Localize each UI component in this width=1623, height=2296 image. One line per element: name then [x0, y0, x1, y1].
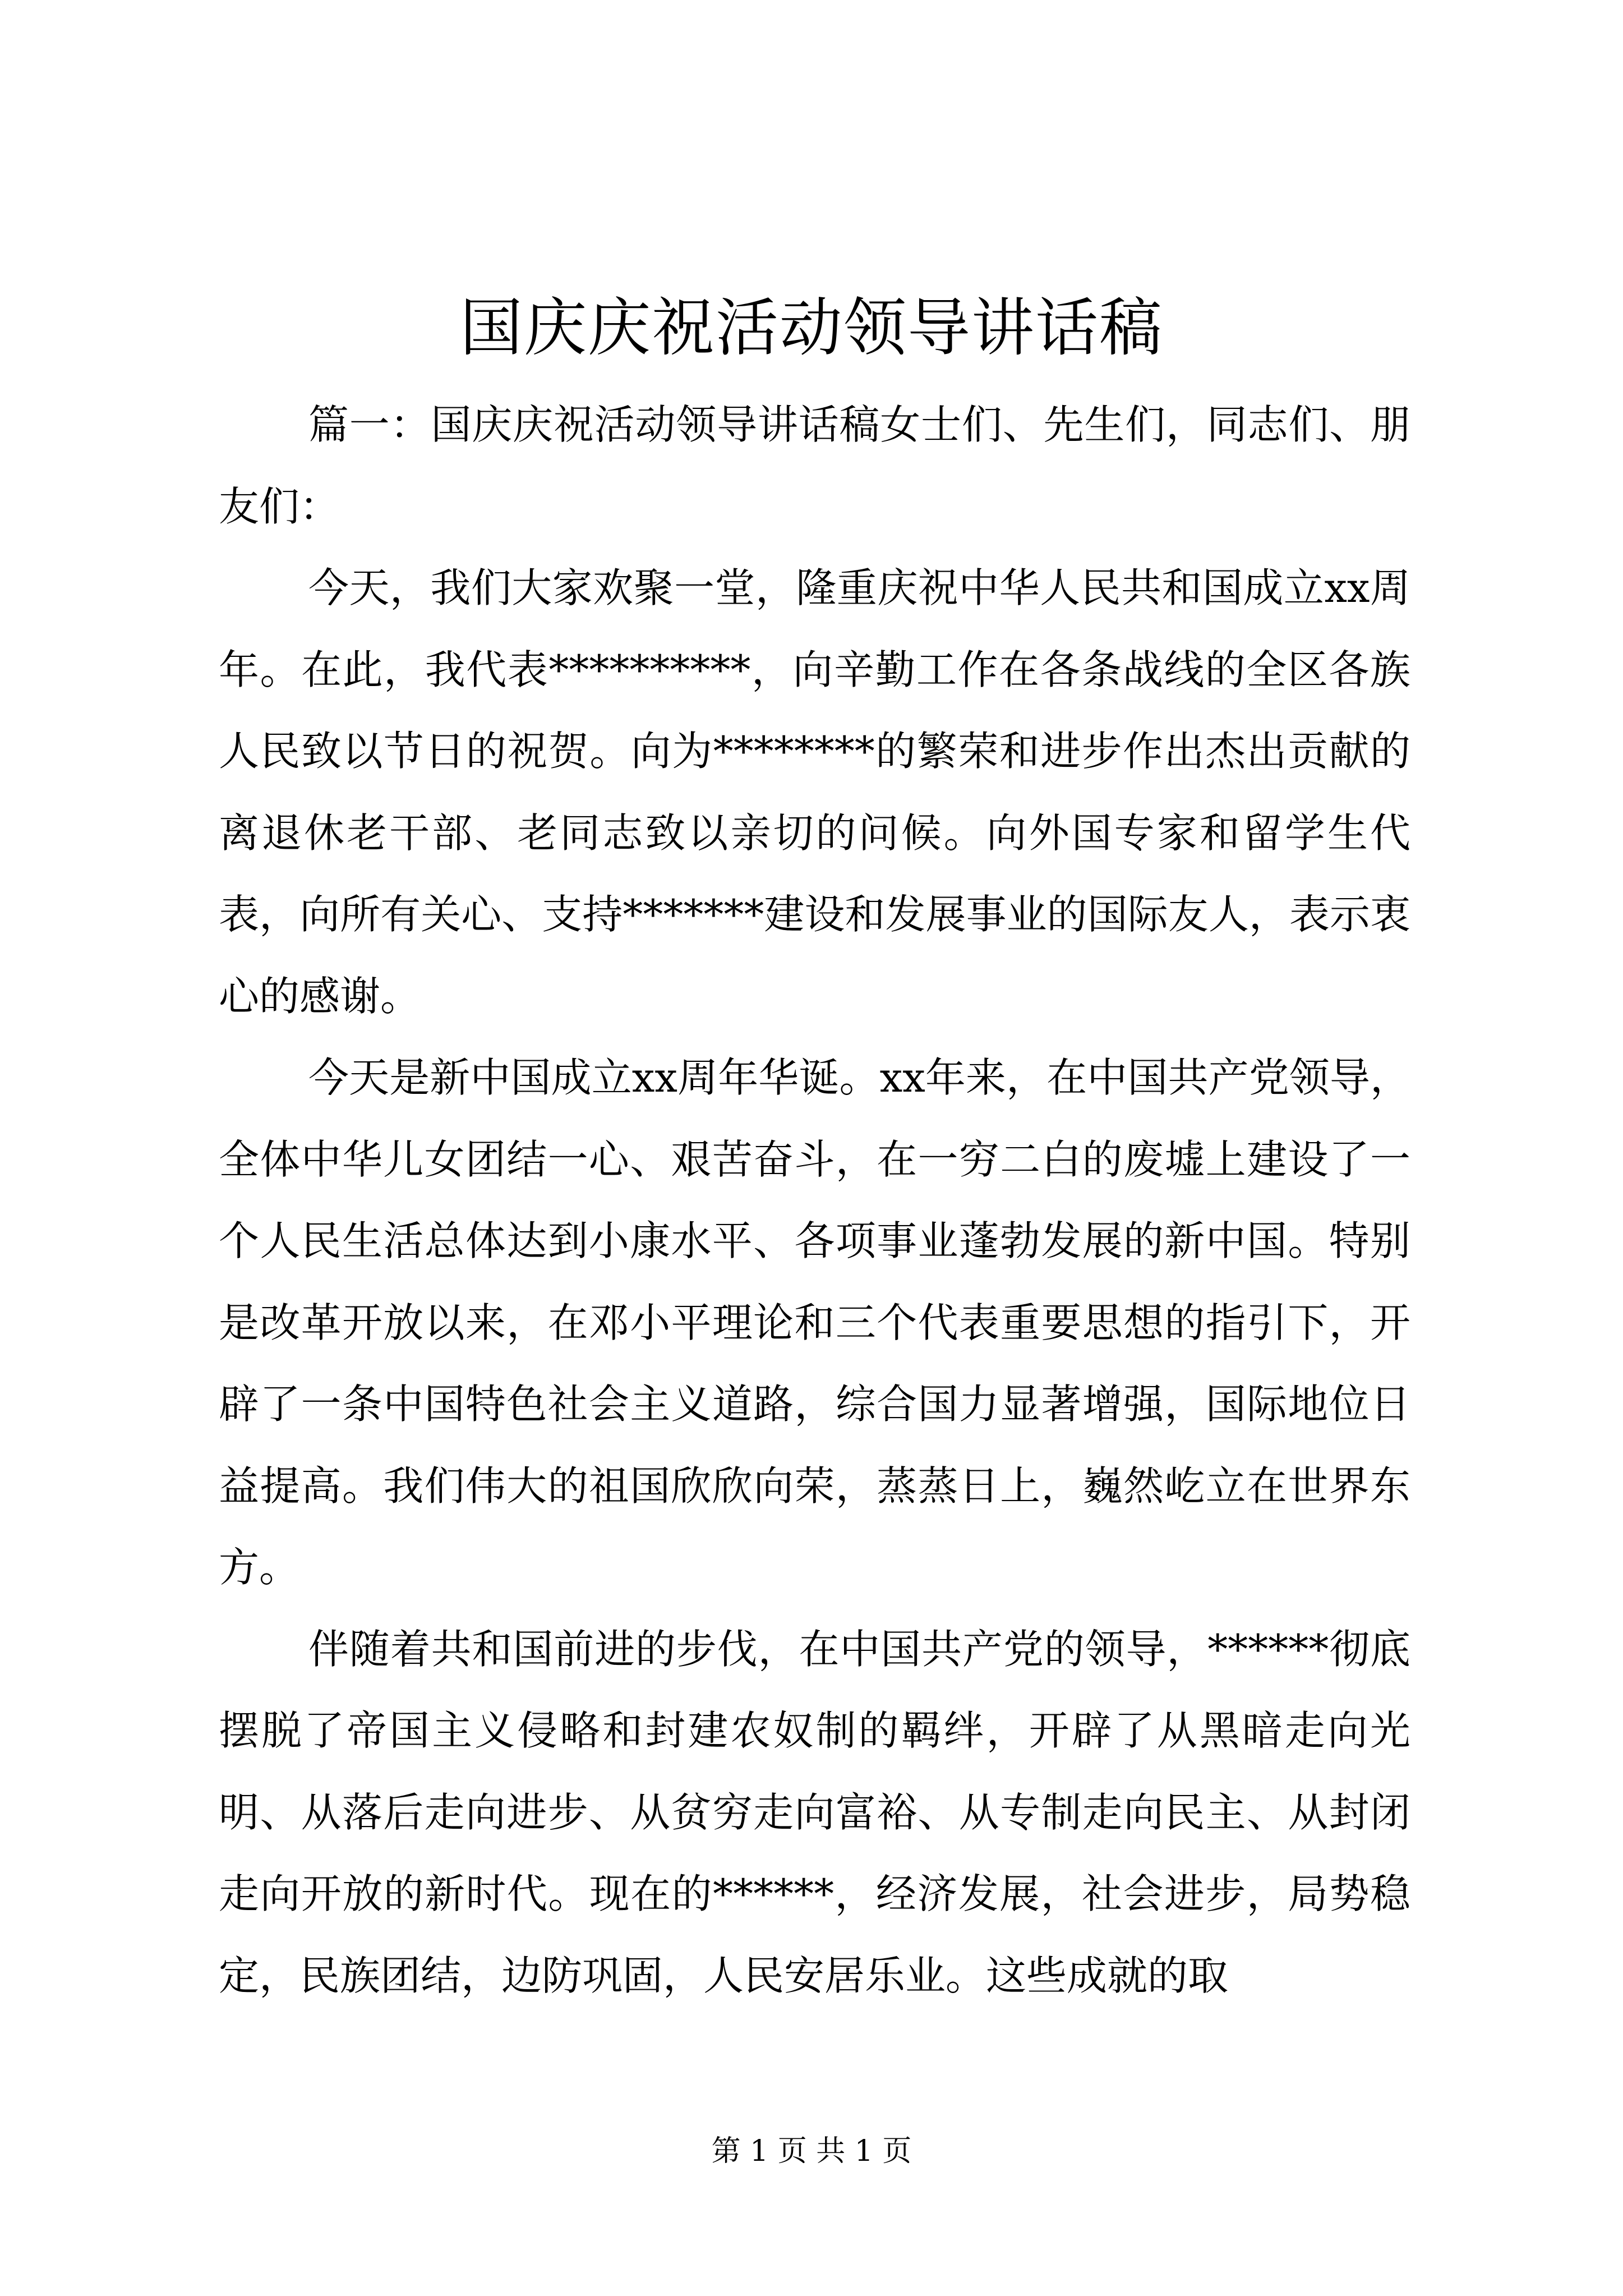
document-title: 国庆庆祝活动领导讲话稿 [460, 292, 1163, 365]
page-footer: 第 1 页 共 1 页 [711, 2134, 912, 2168]
document-body [219, 384, 1410, 2017]
paragraph-2: 今天，我们大家欢聚一堂，隆重庆祝中华人民共和国成立xx周年。在此，我代表**********，向辛勤工作在各条战线的全区各族人民致以节日的祝贺。向为********的繁荣和进步作出杰出贡献的离退休老干部、老同志致以亲切的问候。向外国专家和留学生代表，向所有关心、支持*******建设和发展事业的国际友人，表示衷心的感谢。 [219, 564, 1410, 1020]
paragraph-3: 今天是新中国成立xx周年华诞。xx年来，在中国共产党领导，全体中华儿女团结一心、艰苦奋斗，在一穷二白的废墟上建设了一个人民生活总体达到小康水平、各项事业蓬勃发展的新中国。特别是改革开放以来，在邓小平理论和三个代表重要思想的指引下，开辟了一条中国特色社会主义道路，综合国力显著增强，国际地位日益提高。我们伟大的祖国欣欣向荣，蒸蒸日上，巍然屹立在世界东方。 [219, 1054, 1410, 1591]
paragraph-1: 篇一：国庆庆祝活动领导讲话稿女士们、先生们，同志们、朋友们： [219, 401, 1410, 530]
paragraph-4: 伴随着共和国前进的步伐，在中国共产党的领导，******彻底摆脱了帝国主义侵略和封建农奴制的羁绊，开辟了从黑暗走向光明、从落后走向进步、从贫穷走向富裕、从专制走向民主、从封闭走向开放的新时代。现在的******，经济发展，社会进步，局势稳定，民族团结，边防巩固，人民安居乐业。这些成就的取 [219, 1625, 1410, 1999]
